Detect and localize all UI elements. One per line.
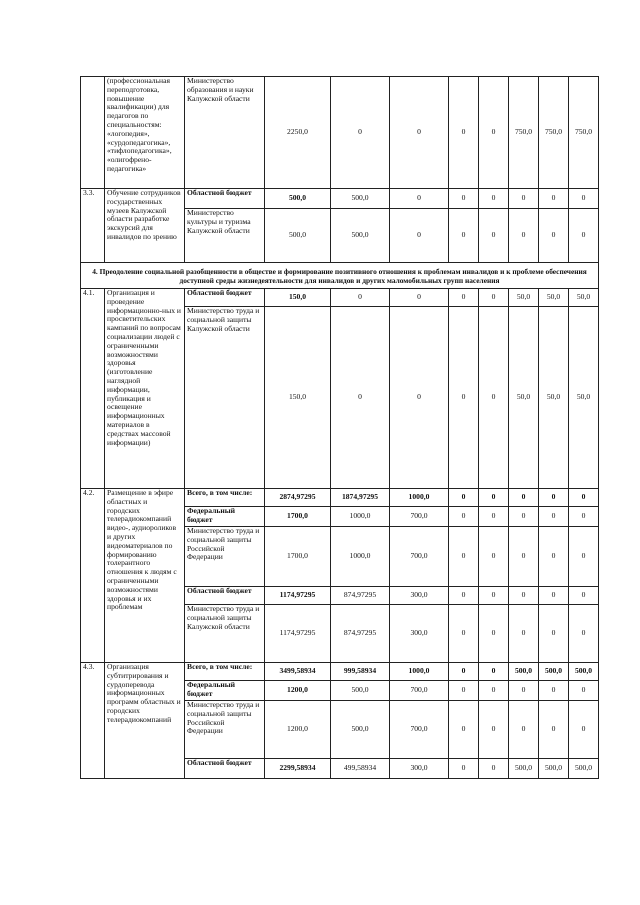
value-cell: 0 <box>539 507 569 527</box>
value-cell: 2874,97295 <box>265 489 331 507</box>
value-cell: 0 <box>390 77 449 189</box>
value-cell: 1000,0 <box>331 507 390 527</box>
value-cell: 50,0 <box>509 307 539 489</box>
value-cell: 700,0 <box>390 507 449 527</box>
value-cell: 500,0 <box>331 209 390 263</box>
value-cell: 1000,0 <box>390 489 449 507</box>
funding-source: Министерство труда и социальной защиты Калужской области <box>185 307 265 489</box>
funding-source: Министерство культуры и туризма Калужской области <box>185 209 265 263</box>
value-cell: 0 <box>509 527 539 587</box>
value-cell: 0 <box>569 681 599 701</box>
value-cell: 499,58934 <box>331 759 390 779</box>
value-cell: 0 <box>449 189 479 209</box>
value-cell: 700,0 <box>390 701 449 759</box>
table-row <box>81 289 599 307</box>
value-cell: 50,0 <box>569 307 599 489</box>
funding-source: Областной бюджет <box>185 587 265 605</box>
funding-source: Всего, в том числе: <box>185 663 265 681</box>
value-cell: 0 <box>509 489 539 507</box>
value-cell: 0 <box>331 77 390 189</box>
value-cell: 0 <box>479 701 509 759</box>
funding-source: Областной бюджет <box>185 189 265 209</box>
value-cell: 0 <box>331 307 390 489</box>
value-cell: 0 <box>539 587 569 605</box>
value-cell: 0 <box>479 663 509 681</box>
value-cell: 0 <box>449 307 479 489</box>
value-cell: 300,0 <box>390 587 449 605</box>
value-cell: 0 <box>569 209 599 263</box>
value-cell: 0 <box>449 507 479 527</box>
row-number: 4.3. <box>81 663 105 779</box>
table-row <box>81 489 599 507</box>
value-cell: 0 <box>449 681 479 701</box>
program-table-page <box>80 76 593 779</box>
value-cell: 0 <box>479 587 509 605</box>
value-cell: 874,97295 <box>331 587 390 605</box>
value-cell: 750,0 <box>509 77 539 189</box>
funding-source: Министерство труда и социальной защиты Калужской области <box>185 605 265 663</box>
value-cell: 0 <box>539 681 569 701</box>
table-row <box>81 189 599 209</box>
value-cell: 0 <box>479 489 509 507</box>
value-cell: 0 <box>479 307 509 489</box>
funding-source: Областной бюджет <box>185 289 265 307</box>
value-cell: 0 <box>569 527 599 587</box>
value-cell: 50,0 <box>569 289 599 307</box>
value-cell: 0 <box>449 209 479 263</box>
value-cell: 50,0 <box>539 289 569 307</box>
value-cell: 0 <box>509 587 539 605</box>
value-cell: 0 <box>449 289 479 307</box>
value-cell: 3499,58934 <box>265 663 331 681</box>
value-cell: 500,0 <box>509 759 539 779</box>
funding-source: Федеральный бюджет <box>185 681 265 701</box>
value-cell: 500,0 <box>509 663 539 681</box>
value-cell: 0 <box>569 701 599 759</box>
value-cell: 1874,97295 <box>331 489 390 507</box>
value-cell: 1174,97295 <box>265 605 331 663</box>
value-cell: 0 <box>449 77 479 189</box>
value-cell: 0 <box>509 507 539 527</box>
value-cell: 500,0 <box>331 681 390 701</box>
value-cell: 0 <box>449 587 479 605</box>
funding-source: Министерство труда и социальной защиты Российской Федерации <box>185 701 265 759</box>
measure-name: Организация субтитрирования и сурдоперевода информационных программ областных и городских телерадиокомпаний <box>105 663 185 779</box>
measure-name: (профессиональная переподготовка, повышение квалификации) для педагогов по специальностям: «логопедия», «сурдопедагогика», «тифлопедагогика», «олигофрено-педагогика» <box>105 77 185 189</box>
value-cell: 1700,0 <box>265 527 331 587</box>
value-cell: 2299,58934 <box>265 759 331 779</box>
row-number: 3.3. <box>81 189 105 263</box>
value-cell: 0 <box>479 527 509 587</box>
value-cell: 0 <box>569 605 599 663</box>
table-row <box>81 663 599 681</box>
funding-table <box>80 76 599 779</box>
value-cell: 0 <box>449 527 479 587</box>
value-cell: 0 <box>569 587 599 605</box>
value-cell: 500,0 <box>539 663 569 681</box>
section-title: 4. Преодоление социальной разобщенности в обществе и формирование позитивного отношения к проблемам инвалидов и к проблеме обеспечения доступной среды жизнедеятельности для инвалидов и других маломобильных групп населения <box>81 263 599 289</box>
value-cell: 750,0 <box>539 77 569 189</box>
value-cell: 0 <box>479 759 509 779</box>
value-cell: 0 <box>539 489 569 507</box>
value-cell: 0 <box>539 701 569 759</box>
value-cell: 1000,0 <box>390 663 449 681</box>
value-cell: 150,0 <box>265 307 331 489</box>
value-cell: 50,0 <box>539 307 569 489</box>
measure-name: Организация и проведение информационно-ных и просветительских кампаний по вопросам социализации людей с ограниченными возможностями здоровья (изготовление наглядной информации, публикация и освещение информационных материалов в средствах массовой информации) <box>105 289 185 489</box>
value-cell: 700,0 <box>390 527 449 587</box>
value-cell: 0 <box>449 701 479 759</box>
value-cell: 500,0 <box>331 189 390 209</box>
value-cell: 300,0 <box>390 605 449 663</box>
value-cell: 0 <box>449 759 479 779</box>
value-cell: 1200,0 <box>265 701 331 759</box>
value-cell: 1200,0 <box>265 681 331 701</box>
value-cell: 1000,0 <box>331 527 390 587</box>
value-cell: 500,0 <box>569 663 599 681</box>
value-cell: 0 <box>479 77 509 189</box>
value-cell: 999,58934 <box>331 663 390 681</box>
value-cell: 0 <box>509 209 539 263</box>
value-cell: 0 <box>569 189 599 209</box>
value-cell: 1700,0 <box>265 507 331 527</box>
value-cell: 0 <box>390 307 449 489</box>
value-cell: 500,0 <box>265 209 331 263</box>
value-cell: 0 <box>331 289 390 307</box>
value-cell: 0 <box>390 189 449 209</box>
value-cell: 150,0 <box>265 289 331 307</box>
value-cell: 0 <box>479 605 509 663</box>
funding-source: Всего, в том числе: <box>185 489 265 507</box>
value-cell: 750,0 <box>569 77 599 189</box>
value-cell: 0 <box>509 681 539 701</box>
value-cell: 0 <box>569 489 599 507</box>
value-cell: 0 <box>509 605 539 663</box>
value-cell: 0 <box>479 209 509 263</box>
value-cell: 500,0 <box>265 189 331 209</box>
value-cell: 500,0 <box>569 759 599 779</box>
value-cell: 0 <box>539 527 569 587</box>
value-cell: 0 <box>449 663 479 681</box>
value-cell: 0 <box>569 507 599 527</box>
section-heading-row <box>81 263 599 289</box>
value-cell: 0 <box>390 289 449 307</box>
value-cell: 0 <box>479 507 509 527</box>
measure-name: Размещение в эфире областных и городских телерадиокомпаний видео-, аудиороликов и других видеоматериалов по формированию толерантного отношения к людям с ограниченными возможностями здоровья и их проблемам <box>105 489 185 663</box>
funding-source: Министерство образования и науки Калужской области <box>185 77 265 189</box>
table-row <box>81 77 599 189</box>
row-number: 4.2. <box>81 489 105 663</box>
value-cell: 500,0 <box>331 701 390 759</box>
value-cell: 50,0 <box>509 289 539 307</box>
value-cell: 0 <box>539 209 569 263</box>
value-cell: 0 <box>390 209 449 263</box>
value-cell: 0 <box>449 605 479 663</box>
funding-source: Федеральный бюджет <box>185 507 265 527</box>
row-number: 4.1. <box>81 289 105 489</box>
value-cell: 2250,0 <box>265 77 331 189</box>
value-cell: 300,0 <box>390 759 449 779</box>
value-cell: 700,0 <box>390 681 449 701</box>
value-cell: 0 <box>539 189 569 209</box>
measure-name: Обучение сотрудников государственных музеев Калужской области разработке экскурсий для инвалидов по зрению <box>105 189 185 263</box>
row-number <box>81 77 105 189</box>
value-cell: 0 <box>479 681 509 701</box>
value-cell: 874,97295 <box>331 605 390 663</box>
value-cell: 0 <box>509 189 539 209</box>
value-cell: 1174,97295 <box>265 587 331 605</box>
funding-source: Министерство труда и социальной защиты Российской Федерации <box>185 527 265 587</box>
value-cell: 0 <box>479 189 509 209</box>
value-cell: 0 <box>539 605 569 663</box>
value-cell: 0 <box>509 701 539 759</box>
value-cell: 500,0 <box>539 759 569 779</box>
funding-source: Областной бюджет <box>185 759 265 779</box>
value-cell: 0 <box>479 289 509 307</box>
value-cell: 0 <box>449 489 479 507</box>
